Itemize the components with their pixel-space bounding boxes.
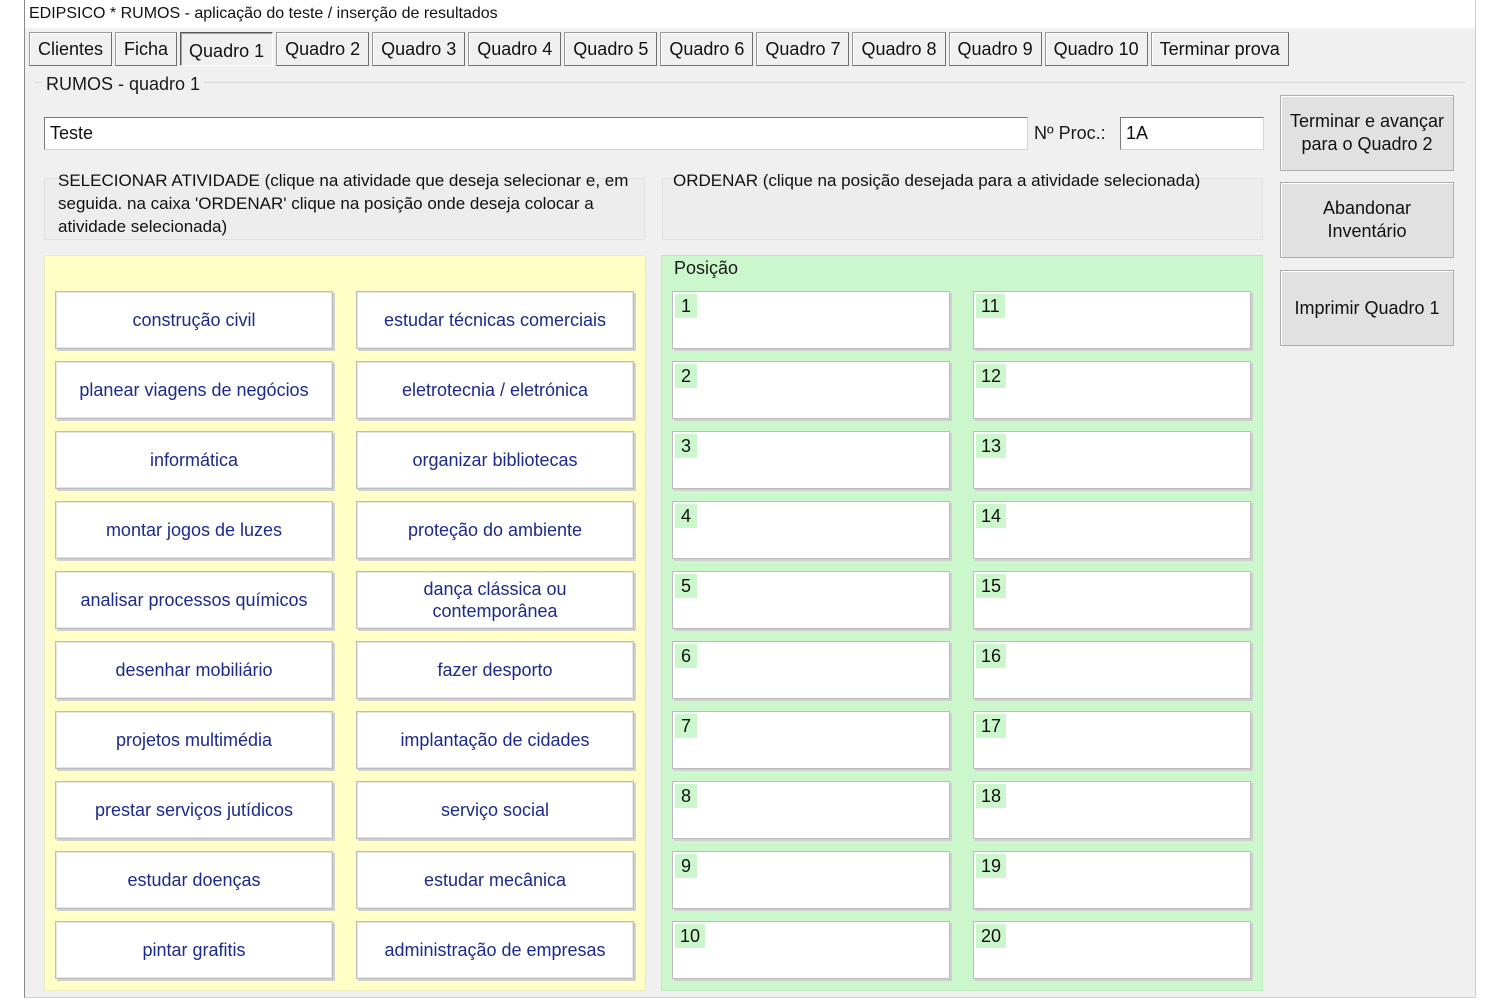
position-number: 3 bbox=[675, 434, 697, 458]
position-slot[interactable] bbox=[973, 711, 1251, 769]
proc-label: Nº Proc.: bbox=[1034, 123, 1106, 143]
abandon-inventory-button[interactable]: Abandonar Inventário bbox=[1280, 182, 1454, 258]
position-slot[interactable] bbox=[973, 361, 1251, 419]
tab-quadro-4[interactable]: Quadro 4 bbox=[468, 32, 561, 66]
position-number: 9 bbox=[675, 854, 697, 878]
tab-clientes[interactable]: Clientes bbox=[29, 32, 112, 66]
position-slot[interactable] bbox=[973, 571, 1251, 629]
tab-quadro-8[interactable]: Quadro 8 bbox=[852, 32, 945, 66]
position-slot[interactable] bbox=[672, 291, 950, 349]
position-number: 17 bbox=[976, 714, 1006, 738]
position-number: 10 bbox=[675, 924, 705, 948]
activity-button[interactable]: serviço social bbox=[356, 781, 634, 839]
position-slot[interactable] bbox=[973, 641, 1251, 699]
position-number: 13 bbox=[976, 434, 1006, 458]
select-instructions-text: SELECIONAR ATIVIDADE (clique na atividade que deseja selecionar e, em seguida. na caixa 'ORDENAR' clique na posição onde deseja colocar a atividade selecionada) bbox=[58, 171, 629, 236]
tab-bar bbox=[29, 32, 1289, 66]
activity-button[interactable]: dança clássica ou contemporânea bbox=[356, 571, 634, 629]
order-panel bbox=[661, 255, 1263, 991]
activity-button[interactable]: fazer desporto bbox=[356, 641, 634, 699]
position-slot[interactable] bbox=[672, 921, 950, 979]
activity-button[interactable]: estudar doenças bbox=[55, 851, 333, 909]
position-number: 6 bbox=[675, 644, 697, 668]
position-slot[interactable] bbox=[973, 431, 1251, 489]
position-number: 11 bbox=[976, 294, 1005, 318]
select-instructions bbox=[44, 171, 645, 240]
tab-quadro-1[interactable]: Quadro 1 bbox=[180, 32, 273, 66]
window-title: EDIPSICO * RUMOS - aplicação do teste / inserção de resultados bbox=[25, 0, 1475, 28]
print-quadro-button[interactable]: Imprimir Quadro 1 bbox=[1280, 270, 1454, 346]
position-slot[interactable] bbox=[672, 361, 950, 419]
activity-button[interactable]: montar jogos de luzes bbox=[55, 501, 333, 559]
activity-button[interactable]: desenhar mobiliário bbox=[55, 641, 333, 699]
tab-terminar-prova[interactable]: Terminar prova bbox=[1151, 32, 1289, 66]
tab-quadro-7[interactable]: Quadro 7 bbox=[756, 32, 849, 66]
activity-button[interactable]: organizar bibliotecas bbox=[356, 431, 634, 489]
position-number: 4 bbox=[675, 504, 697, 528]
position-number: 15 bbox=[976, 574, 1006, 598]
activities-panel bbox=[44, 255, 646, 991]
position-number: 16 bbox=[976, 644, 1006, 668]
activity-button[interactable]: construção civil bbox=[55, 291, 333, 349]
app-window bbox=[24, 0, 1476, 998]
position-number: 8 bbox=[675, 784, 697, 808]
position-slot[interactable] bbox=[672, 781, 950, 839]
position-slot[interactable] bbox=[973, 921, 1251, 979]
position-number: 20 bbox=[976, 924, 1006, 948]
tab-quadro-5[interactable]: Quadro 5 bbox=[564, 32, 657, 66]
position-slot[interactable] bbox=[672, 851, 950, 909]
tab-quadro-9[interactable]: Quadro 9 bbox=[949, 32, 1042, 66]
activity-button[interactable]: planear viagens de negócios bbox=[55, 361, 333, 419]
group-title: RUMOS - quadro 1 bbox=[42, 72, 204, 96]
activity-button[interactable]: estudar técnicas comerciais bbox=[356, 291, 634, 349]
tab-quadro-2[interactable]: Quadro 2 bbox=[276, 32, 369, 66]
position-number: 1 bbox=[675, 294, 697, 318]
group-divider bbox=[35, 82, 1465, 83]
position-number: 18 bbox=[976, 784, 1006, 808]
position-slot[interactable] bbox=[672, 431, 950, 489]
tab-ficha[interactable]: Ficha bbox=[115, 32, 177, 66]
tab-quadro-6[interactable]: Quadro 6 bbox=[660, 32, 753, 66]
activity-button[interactable]: prestar serviços jutídicos bbox=[55, 781, 333, 839]
tab-quadro-3[interactable]: Quadro 3 bbox=[372, 32, 465, 66]
position-number: 7 bbox=[675, 714, 697, 738]
position-number: 19 bbox=[976, 854, 1006, 878]
activity-button[interactable]: projetos multimédia bbox=[55, 711, 333, 769]
position-slot[interactable] bbox=[672, 501, 950, 559]
position-number: 14 bbox=[976, 504, 1006, 528]
position-slot[interactable] bbox=[672, 641, 950, 699]
activity-button[interactable]: informática bbox=[55, 431, 333, 489]
activity-button[interactable]: estudar mecânica bbox=[356, 851, 634, 909]
activity-button[interactable]: proteção do ambiente bbox=[356, 501, 634, 559]
position-slot[interactable] bbox=[973, 501, 1251, 559]
position-number: 2 bbox=[675, 364, 697, 388]
finish-advance-button[interactable]: Terminar e avançar para o Quadro 2 bbox=[1280, 95, 1454, 171]
tab-quadro-10[interactable]: Quadro 10 bbox=[1045, 32, 1148, 66]
position-number: 12 bbox=[976, 364, 1006, 388]
activity-button[interactable]: analisar processos químicos bbox=[55, 571, 333, 629]
activity-button[interactable]: pintar grafitis bbox=[55, 921, 333, 979]
position-slot[interactable] bbox=[973, 781, 1251, 839]
activity-button[interactable]: eletrotecnia / eletrónica bbox=[356, 361, 634, 419]
position-header: Posição bbox=[674, 258, 739, 278]
order-instructions-text: ORDENAR (clique na posição desejada para a atividade selecionada) bbox=[673, 171, 1201, 190]
position-slot[interactable] bbox=[672, 571, 950, 629]
name-field[interactable] bbox=[44, 117, 1028, 150]
position-slot[interactable] bbox=[973, 851, 1251, 909]
activity-button[interactable]: implantação de cidades bbox=[356, 711, 634, 769]
activity-button[interactable]: administração de empresas bbox=[356, 921, 634, 979]
position-slot[interactable] bbox=[672, 711, 950, 769]
position-number: 5 bbox=[675, 574, 697, 598]
position-slot[interactable] bbox=[973, 291, 1251, 349]
proc-field[interactable] bbox=[1120, 117, 1264, 150]
order-instructions bbox=[662, 171, 1263, 240]
